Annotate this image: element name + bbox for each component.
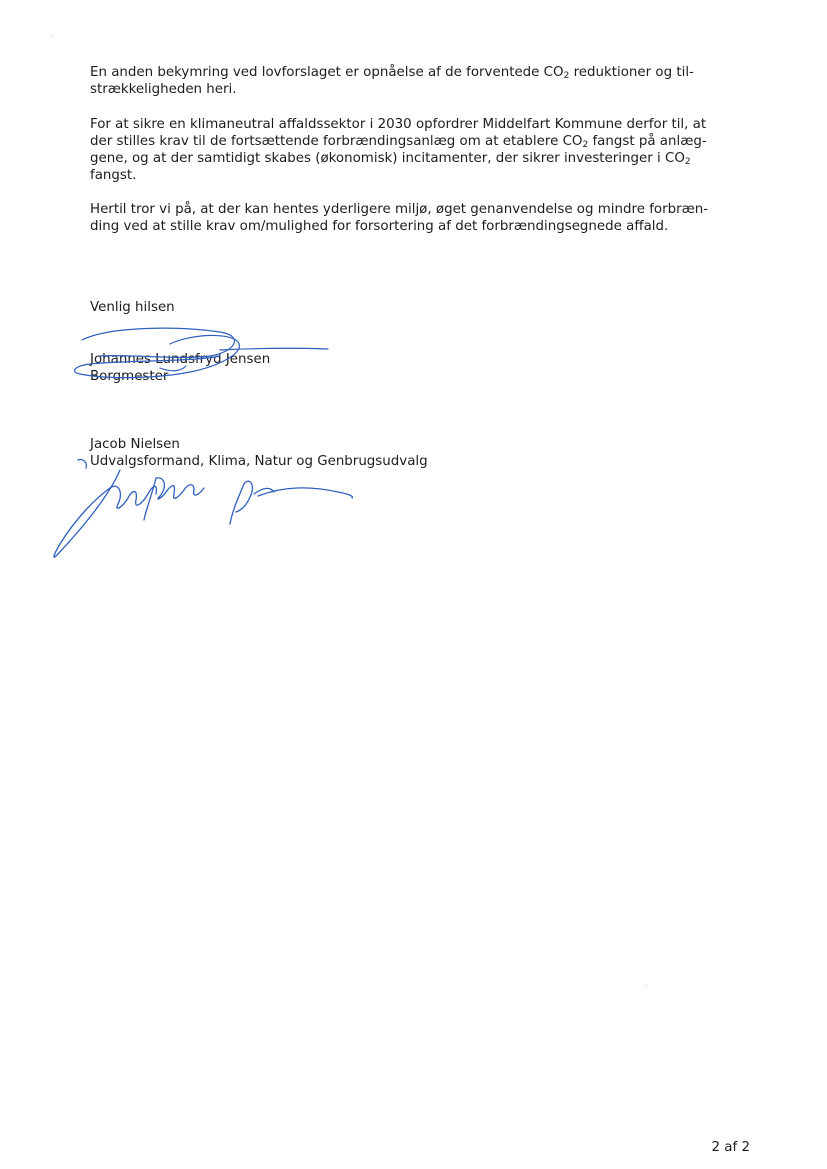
scan-speck <box>646 985 647 986</box>
paragraph-line: gene, og at der samtidigt skabes (økonomisk) incitamenter, der sikrer investeringer i $CO_2$ <box>90 151 691 167</box>
paragraph-line: der stilles krav til de fortsættende forbrændingsanlæg om at etablere $CO_2$ fangst på anlæg- <box>90 134 707 150</box>
paragraph-line: ding ved at stille krav om/mulighed for forsortering af det forbrændingsegnede affald. <box>90 219 669 234</box>
paragraph-line: strækkeligheden heri. <box>90 82 237 97</box>
closing-salutation: Venlig hilsen <box>90 300 175 315</box>
signatory-title: Udvalgsformand, Klima, Natur og Genbrugsudvalg <box>90 454 428 469</box>
paragraph-line: fangst. <box>90 168 137 183</box>
paragraph-line: Hertil tror vi på, at der kan hentes yderligere miljø, øget genanvendelse og mindre forbræn- <box>90 202 709 217</box>
signatory-title: Borgmester <box>90 369 169 384</box>
paragraph-co2-concern <box>90 64 740 98</box>
paragraph-sorting <box>90 201 740 235</box>
signatory-name: Jacob Nielsen <box>90 437 180 452</box>
scan-speck <box>51 36 52 37</box>
paragraph-climate-neutral <box>90 116 740 184</box>
signature-chair <box>48 448 368 563</box>
paragraph-line: En anden bekymring ved lovforslaget er opnåelse af de forventede $CO_2$ reduktioner og til- <box>90 65 694 81</box>
signatory-name: Johannes Lundsfryd Jensen <box>90 352 271 367</box>
page-number: 2 af 2 <box>711 1140 750 1155</box>
paragraph-line: For at sikre en klimaneutral affaldssektor i 2030 opfordrer Middelfart Kommune derfor til, at <box>90 117 707 132</box>
signature-mayor <box>70 322 340 392</box>
